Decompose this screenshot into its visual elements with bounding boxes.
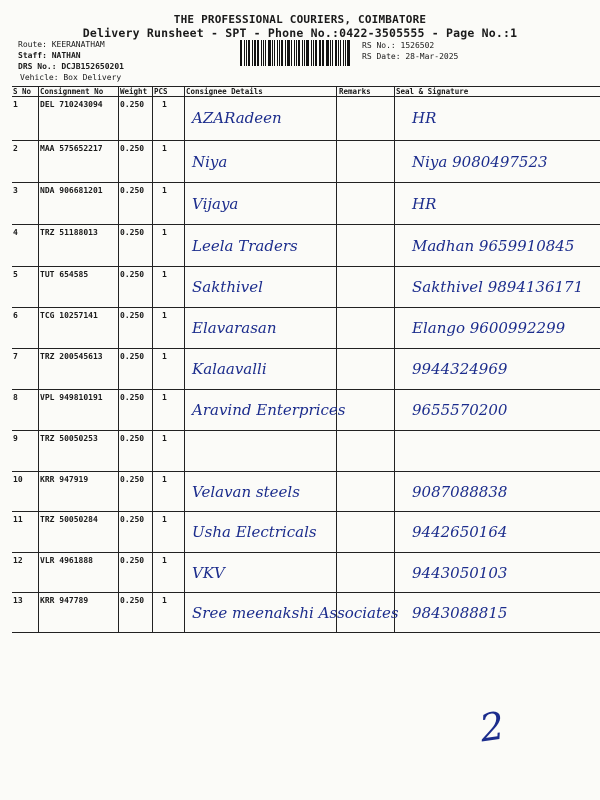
row-consignee-handwriting: Velavan steels xyxy=(192,483,300,501)
row-weight: 0.250 xyxy=(120,596,145,605)
row-divider xyxy=(12,348,600,349)
row-signature-handwriting: Niya 9080497523 xyxy=(412,152,548,171)
row-weight: 0.250 xyxy=(120,311,145,320)
row-signature-handwriting: HR xyxy=(412,194,437,213)
row-signature-handwriting: 9843088815 xyxy=(412,604,508,622)
row-weight: 0.250 xyxy=(120,144,145,153)
row-consignment-no: TCG 10257141 xyxy=(40,311,98,320)
row-sno: 1 xyxy=(13,100,18,109)
row-weight: 0.250 xyxy=(120,352,145,361)
row-consignee-handwriting: Sakthivel xyxy=(192,278,263,297)
row-divider xyxy=(12,592,600,593)
row-consignee-handwriting: Usha Electricals xyxy=(192,523,317,542)
row-consignment-no: KRR 947789 xyxy=(40,596,89,605)
drs-label: DRS No.: DCJB152650201 xyxy=(18,62,124,71)
row-pcs: 1 xyxy=(162,186,167,195)
col-header-pcs: PCS xyxy=(154,87,168,96)
vehicle-label: Vehicle: Box Delivery xyxy=(20,73,122,82)
row-divider xyxy=(12,140,600,141)
row-weight: 0.250 xyxy=(120,556,145,565)
row-consignee-handwriting: Niya xyxy=(192,152,228,171)
row-consignment-no: TRZ 51188013 xyxy=(40,228,98,237)
col-header-weight: Weight xyxy=(120,87,148,96)
col-header-signature: Seal & Signature xyxy=(396,87,469,96)
row-pcs: 1 xyxy=(162,311,167,320)
row-weight: 0.250 xyxy=(120,515,145,524)
row-pcs: 1 xyxy=(162,475,167,484)
row-pcs: 1 xyxy=(162,228,167,237)
column-divider xyxy=(184,86,185,632)
row-signature-handwriting: 9442650164 xyxy=(412,523,508,542)
row-divider xyxy=(12,430,600,431)
col-header-consignment: Consignment No xyxy=(40,87,104,96)
row-sno: 9 xyxy=(13,434,18,443)
row-signature-handwriting: HR xyxy=(412,109,437,128)
column-divider xyxy=(152,86,153,632)
row-sno: 4 xyxy=(13,228,18,237)
row-signature-handwriting: 9087088838 xyxy=(412,483,508,501)
row-divider xyxy=(12,632,600,633)
row-pcs: 1 xyxy=(162,515,167,524)
row-divider xyxy=(12,511,600,512)
row-signature-handwriting: Madhan 9659910845 xyxy=(412,236,575,255)
row-pcs: 1 xyxy=(162,100,167,109)
row-consignment-no: VPL 949810191 xyxy=(40,393,103,402)
row-pcs: 1 xyxy=(162,556,167,565)
row-sno: 5 xyxy=(13,270,18,279)
row-divider xyxy=(12,182,600,183)
row-consignment-no: VLR 4961888 xyxy=(40,556,93,565)
row-consignment-no: TRZ 50050284 xyxy=(40,515,98,524)
column-divider xyxy=(38,86,39,632)
row-sno: 2 xyxy=(13,144,18,153)
row-weight: 0.250 xyxy=(120,186,145,195)
column-divider xyxy=(394,86,395,632)
row-consignee-handwriting: Vijaya xyxy=(192,194,239,213)
row-signature-handwriting: 9443050103 xyxy=(412,564,508,582)
row-pcs: 1 xyxy=(162,434,167,443)
row-consignee-handwriting: Aravind Enterprices xyxy=(192,401,346,420)
row-sno: 7 xyxy=(13,352,18,361)
row-weight: 0.250 xyxy=(120,393,145,402)
row-consignee-handwriting: Sree meenakshi Associates xyxy=(192,604,399,622)
row-consignee-handwriting: Kalaavalli xyxy=(192,360,267,379)
barcode xyxy=(240,40,352,66)
row-sno: 3 xyxy=(13,186,18,195)
row-divider xyxy=(12,266,600,267)
row-signature-handwriting: 9655570200 xyxy=(412,401,508,420)
row-sno: 13 xyxy=(13,596,23,605)
row-signature-handwriting: Elango 9600992299 xyxy=(412,319,566,338)
row-consignment-no: TUT 654585 xyxy=(40,270,89,279)
row-consignee-handwriting: AZARadeen xyxy=(192,109,282,128)
row-weight: 0.250 xyxy=(120,100,145,109)
runsheet-table xyxy=(12,86,600,632)
row-sno: 10 xyxy=(13,475,23,484)
row-consignment-no: TRZ 50050253 xyxy=(40,434,98,443)
row-sno: 8 xyxy=(13,393,18,402)
row-divider xyxy=(12,96,600,97)
row-weight: 0.250 xyxy=(120,270,145,279)
row-sno: 12 xyxy=(13,556,23,565)
runsheet-subtitle: Delivery Runsheet - SPT - Phone No.:0422-3505555 - Page No.:1 xyxy=(82,26,518,40)
row-sno: 11 xyxy=(13,515,23,524)
rs-number: RS No.: 1526502 xyxy=(362,41,435,50)
row-pcs: 1 xyxy=(162,596,167,605)
col-header-sno: S No xyxy=(13,87,32,96)
row-weight: 0.250 xyxy=(120,228,145,237)
table-top-border xyxy=(12,86,600,87)
row-divider xyxy=(12,307,600,308)
row-consignment-no: KRR 947919 xyxy=(40,475,89,484)
row-consignment-no: TRZ 200545613 xyxy=(40,352,103,361)
staff-label: Staff: NATHAN xyxy=(18,51,81,60)
col-header-remarks: Remarks xyxy=(339,87,371,96)
row-sno: 6 xyxy=(13,311,18,320)
column-divider xyxy=(118,86,119,632)
company-title: THE PROFESSIONAL COURIERS, COIMBATORE xyxy=(173,13,427,26)
row-divider xyxy=(12,471,600,472)
row-signature-handwriting: Sakthivel 9894136171 xyxy=(412,278,584,297)
row-consignment-no: DEL 710243094 xyxy=(40,100,103,109)
row-divider xyxy=(12,552,600,553)
row-pcs: 1 xyxy=(162,393,167,402)
route-label: Route: KEERANATHAM xyxy=(18,40,105,49)
row-consignee-handwriting: Leela Traders xyxy=(192,236,298,255)
row-consignee-handwriting: VKV xyxy=(192,564,225,582)
row-pcs: 1 xyxy=(162,144,167,153)
row-consignment-no: MAA 575652217 xyxy=(40,144,103,153)
row-pcs: 1 xyxy=(162,352,167,361)
row-divider xyxy=(12,389,600,390)
row-divider xyxy=(12,224,600,225)
row-consignment-no: NDA 906681201 xyxy=(40,186,103,195)
row-pcs: 1 xyxy=(162,270,167,279)
rs-date: RS Date: 28-Mar-2025 xyxy=(362,52,459,61)
row-weight: 0.250 xyxy=(120,475,145,484)
col-header-consignee: Consignee Details xyxy=(186,87,263,96)
row-signature-handwriting: 9944324969 xyxy=(412,360,508,379)
page-mark: 2 xyxy=(477,703,508,751)
column-divider xyxy=(336,86,337,632)
row-consignee-handwriting: Elavarasan xyxy=(192,319,277,338)
row-weight: 0.250 xyxy=(120,434,145,443)
